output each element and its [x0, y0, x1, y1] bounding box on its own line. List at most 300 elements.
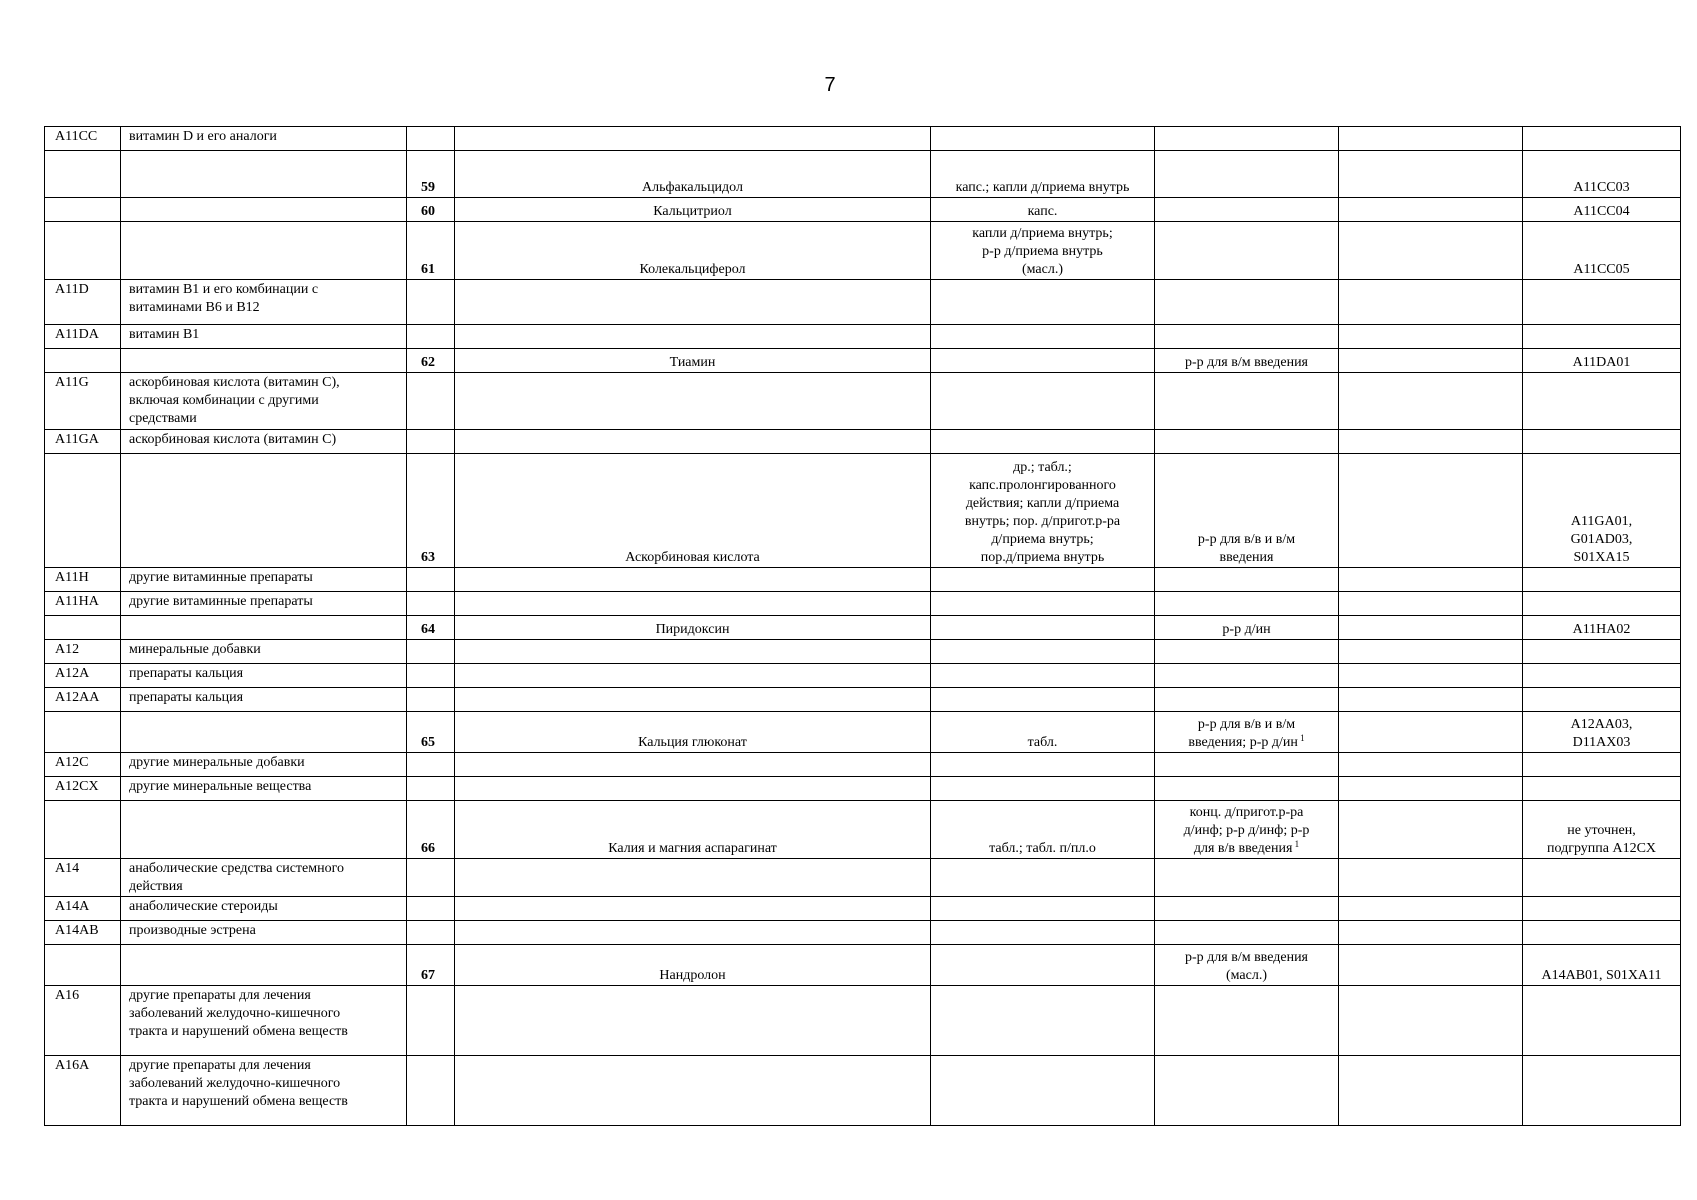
extra-column: [1339, 151, 1523, 198]
atc-code: [1523, 859, 1681, 897]
extra-column: [1339, 616, 1523, 640]
row-number-line: 60: [421, 204, 435, 219]
atc-group-code: [45, 801, 121, 859]
atc-group-code-line: A14A: [55, 899, 90, 914]
row-number-line: 67: [421, 968, 435, 983]
oral-dosage-forms-line: пор.д/приема внутрь: [980, 550, 1105, 565]
atc-group-code: [45, 777, 121, 801]
drug-name: [455, 712, 931, 753]
oral-dosage-forms: [931, 222, 1155, 280]
extra-column: [1339, 430, 1523, 454]
extra-column: [1339, 373, 1523, 430]
table-row: [45, 945, 1681, 986]
atc-code: [1523, 664, 1681, 688]
oral-dosage-forms-line: капс.: [1027, 204, 1058, 219]
injection-forms-line: р-р д/ин: [1222, 622, 1271, 637]
injection-forms: [1155, 753, 1339, 777]
injection-forms: [1155, 1056, 1339, 1126]
atc-group-name-line: другие витаминные препараты: [129, 594, 313, 609]
atc-group-code: [45, 454, 121, 568]
oral-dosage-forms: [931, 688, 1155, 712]
atc-code-line: A11CC04: [1573, 204, 1630, 219]
atc-group-name-line: тракта и нарушений обмена веществ: [129, 1094, 348, 1109]
atc-group-name-line: заболеваний желудочно-кишечного: [129, 1076, 341, 1091]
atc-group-code: [45, 592, 121, 616]
drug-name: [455, 616, 931, 640]
oral-dosage-forms: [931, 801, 1155, 859]
oral-dosage-forms: [931, 986, 1155, 1056]
drug-name: [455, 349, 931, 373]
atc-code: [1523, 616, 1681, 640]
oral-dosage-forms: [931, 640, 1155, 664]
atc-code: [1523, 592, 1681, 616]
oral-dosage-forms: [931, 777, 1155, 801]
atc-code: [1523, 777, 1681, 801]
extra-column: [1339, 349, 1523, 373]
atc-code: [1523, 1056, 1681, 1126]
extra-column: [1339, 640, 1523, 664]
drug-name: [455, 986, 931, 1056]
atc-group-code-line: A11HA: [55, 594, 99, 609]
injection-forms: [1155, 592, 1339, 616]
drug-name-line: Пиридоксин: [655, 622, 730, 637]
oral-dosage-forms-line: капс.пролонгированного: [969, 478, 1116, 493]
atc-code: [1523, 753, 1681, 777]
drug-name: [455, 945, 931, 986]
oral-dosage-forms: [931, 568, 1155, 592]
atc-code-line: D11AX03: [1572, 735, 1631, 750]
atc-group-code-line: A11GA: [55, 432, 99, 447]
oral-dosage-forms: [931, 859, 1155, 897]
row-number: [407, 127, 455, 151]
row-number-line: 63: [421, 550, 435, 565]
atc-group-code-line: A14AB: [55, 923, 99, 938]
row-number: [407, 777, 455, 801]
drug-name-line: Нандролон: [659, 968, 726, 983]
row-number: [407, 222, 455, 280]
atc-group-name: [121, 921, 407, 945]
oral-dosage-forms: [931, 712, 1155, 753]
oral-dosage-forms: [931, 127, 1155, 151]
oral-dosage-forms: [931, 753, 1155, 777]
drug-name: [455, 777, 931, 801]
injection-forms: [1155, 430, 1339, 454]
row-number: [407, 712, 455, 753]
atc-group-code: [45, 349, 121, 373]
atc-group-code: [45, 897, 121, 921]
drug-name: [455, 325, 931, 349]
atc-group-code-line: A12CX: [55, 779, 99, 794]
atc-group-name: [121, 198, 407, 222]
extra-column: [1339, 568, 1523, 592]
injection-forms: [1155, 921, 1339, 945]
atc-code-line: A11HA02: [1572, 622, 1631, 637]
table-row: [45, 373, 1681, 430]
table-row: [45, 897, 1681, 921]
atc-code: [1523, 280, 1681, 325]
atc-group-name-line: производные эстрена: [129, 923, 256, 938]
oral-dosage-forms-line: табл.: [1027, 735, 1058, 750]
atc-group-name-line: включая комбинации с другими: [129, 393, 319, 408]
table-row: [45, 349, 1681, 373]
row-number: [407, 664, 455, 688]
atc-group-code: [45, 664, 121, 688]
atc-group-name-line: препараты кальция: [129, 666, 244, 681]
oral-dosage-forms-line: др.; табл.;: [1013, 460, 1072, 475]
footnote-mark: 1: [1297, 733, 1305, 743]
table-row: [45, 664, 1681, 688]
row-number-line: 64: [421, 622, 435, 637]
atc-code: [1523, 151, 1681, 198]
row-number-line: 65: [421, 735, 435, 750]
atc-group-name-line: другие препараты для лечения: [129, 1058, 311, 1073]
atc-group-name: [121, 616, 407, 640]
extra-column: [1339, 688, 1523, 712]
atc-group-name: [121, 859, 407, 897]
atc-group-code: [45, 1056, 121, 1126]
atc-group-code-line: A11DA: [55, 327, 99, 342]
footnote-mark: 1: [1292, 839, 1300, 849]
row-number: [407, 859, 455, 897]
table-row: [45, 430, 1681, 454]
row-number: [407, 921, 455, 945]
atc-group-name: [121, 945, 407, 986]
oral-dosage-forms-line: д/приема внутрь;: [991, 532, 1094, 547]
oral-dosage-forms-line: капс.; капли д/приема внутрь: [955, 180, 1130, 195]
injection-forms: [1155, 712, 1339, 753]
drug-name: [455, 592, 931, 616]
drug-name: [455, 568, 931, 592]
injection-forms-line: р-р для в/м введения: [1185, 355, 1308, 370]
extra-column: [1339, 986, 1523, 1056]
atc-group-name-line: другие минеральные добавки: [129, 755, 305, 770]
atc-group-name: [121, 1056, 407, 1126]
injection-forms: [1155, 280, 1339, 325]
atc-group-name-line: минеральные добавки: [129, 642, 261, 657]
row-number: [407, 349, 455, 373]
drug-name-line: Альфакальцидол: [642, 180, 743, 195]
atc-group-name-line: анаболические стероиды: [129, 899, 278, 914]
extra-column: [1339, 198, 1523, 222]
injection-forms: [1155, 897, 1339, 921]
oral-dosage-forms: [931, 280, 1155, 325]
injection-forms: [1155, 688, 1339, 712]
atc-group-code-line: A12C: [55, 755, 89, 770]
atc-code-line: не уточнен,: [1567, 823, 1636, 838]
atc-group-code: [45, 151, 121, 198]
table-row: [45, 777, 1681, 801]
drug-name: [455, 801, 931, 859]
row-number: [407, 616, 455, 640]
atc-group-code: [45, 373, 121, 430]
page-number: 7: [824, 74, 836, 96]
extra-column: [1339, 945, 1523, 986]
atc-code: [1523, 198, 1681, 222]
drug-name: [455, 280, 931, 325]
drug-name-line: Тиамин: [669, 355, 716, 370]
atc-group-name: [121, 777, 407, 801]
oral-dosage-forms: [931, 616, 1155, 640]
atc-group-name: [121, 592, 407, 616]
atc-group-code: [45, 986, 121, 1056]
row-number: [407, 325, 455, 349]
atc-group-code: [45, 859, 121, 897]
atc-code-line: G01AD03,: [1570, 532, 1633, 547]
injection-forms-line: р-р для в/м введения: [1185, 950, 1308, 965]
extra-column: [1339, 280, 1523, 325]
row-number: [407, 568, 455, 592]
atc-group-code-line: A11H: [55, 570, 89, 585]
drug-name-line: Аскорбиновая кислота: [625, 550, 760, 565]
drug-name: [455, 222, 931, 280]
oral-dosage-forms: [931, 349, 1155, 373]
oral-dosage-forms-line: внутрь; пор. д/пригот.р-ра: [964, 514, 1121, 529]
atc-group-name-line: другие минеральные вещества: [129, 779, 312, 794]
row-number: [407, 430, 455, 454]
atc-group-name-line: заболеваний желудочно-кишечного: [129, 1006, 341, 1021]
injection-forms: [1155, 777, 1339, 801]
table-row: [45, 1056, 1681, 1126]
atc-code: [1523, 688, 1681, 712]
oral-dosage-forms: [931, 1056, 1155, 1126]
atc-code-line: A12AA03,: [1570, 717, 1633, 732]
atc-group-code: [45, 616, 121, 640]
atc-code: [1523, 127, 1681, 151]
injection-forms: [1155, 801, 1339, 859]
injection-forms: [1155, 349, 1339, 373]
atc-code-line: A11CC05: [1573, 262, 1630, 277]
drug-name: [455, 1056, 931, 1126]
atc-group-code: [45, 921, 121, 945]
injection-forms: [1155, 859, 1339, 897]
extra-column: [1339, 592, 1523, 616]
row-number-line: 61: [421, 262, 435, 277]
injection-forms-line: д/инф; р-р д/инф; р-р: [1183, 823, 1310, 838]
table-row: [45, 151, 1681, 198]
extra-column: [1339, 454, 1523, 568]
atc-group-name: [121, 373, 407, 430]
row-number-line: 66: [421, 841, 435, 856]
atc-code: [1523, 712, 1681, 753]
atc-group-name-line: аскорбиновая кислота (витамин С),: [129, 375, 340, 390]
drug-name-line: Кальцитриол: [653, 204, 732, 219]
drug-name-line: Колекальциферол: [639, 262, 746, 277]
injection-forms-line: р-р для в/в и в/м: [1197, 717, 1296, 732]
atc-group-code: [45, 280, 121, 325]
atc-code-line: S01XA15: [1573, 550, 1630, 565]
atc-code: [1523, 640, 1681, 664]
oral-dosage-forms: [931, 373, 1155, 430]
atc-group-code: [45, 640, 121, 664]
extra-column: [1339, 801, 1523, 859]
injection-forms-line: введения: [1219, 550, 1274, 565]
table-row: [45, 688, 1681, 712]
row-number: [407, 592, 455, 616]
injection-forms: [1155, 127, 1339, 151]
drug-name: [455, 897, 931, 921]
injection-forms: [1155, 373, 1339, 430]
oral-dosage-forms: [931, 945, 1155, 986]
atc-group-name: [121, 688, 407, 712]
row-number: [407, 688, 455, 712]
atc-group-code: [45, 325, 121, 349]
table-row: [45, 616, 1681, 640]
row-number: [407, 897, 455, 921]
table-row: [45, 454, 1681, 568]
atc-group-code-line: A16: [55, 988, 80, 1003]
drug-list-table: [44, 126, 1681, 1126]
atc-code: [1523, 801, 1681, 859]
extra-column: [1339, 222, 1523, 280]
atc-code: [1523, 897, 1681, 921]
atc-group-name: [121, 151, 407, 198]
injection-forms-line: (масл.): [1225, 968, 1267, 983]
row-number: [407, 986, 455, 1056]
atc-group-code-line: A12A: [55, 666, 90, 681]
atc-code-line: A11DA01: [1572, 355, 1631, 370]
atc-code: [1523, 222, 1681, 280]
drug-name: [455, 198, 931, 222]
oral-dosage-forms: [931, 592, 1155, 616]
atc-group-code: [45, 688, 121, 712]
extra-column: [1339, 325, 1523, 349]
oral-dosage-forms-line: капли д/приема внутрь;: [972, 226, 1113, 241]
row-number-line: 62: [421, 355, 435, 370]
atc-group-name: [121, 568, 407, 592]
atc-code-line: A11CC03: [1573, 180, 1630, 195]
atc-group-name: [121, 801, 407, 859]
drug-name: [455, 664, 931, 688]
table-row: [45, 986, 1681, 1056]
atc-group-name: [121, 349, 407, 373]
extra-column: [1339, 664, 1523, 688]
drug-name-line: Калия и магния аспарагинат: [608, 841, 777, 856]
injection-forms: [1155, 986, 1339, 1056]
row-number: [407, 198, 455, 222]
row-number: [407, 640, 455, 664]
atc-code: [1523, 454, 1681, 568]
atc-code: [1523, 349, 1681, 373]
atc-group-name-line: витаминами B6 и B12: [129, 300, 260, 315]
atc-code: [1523, 921, 1681, 945]
atc-group-code-line: A12AA: [55, 690, 100, 705]
atc-code-line: A11GA01,: [1570, 514, 1633, 529]
injection-forms: [1155, 945, 1339, 986]
drug-name: [455, 454, 931, 568]
atc-group-code-line: A12: [55, 642, 80, 657]
table-row: [45, 640, 1681, 664]
atc-group-name-line: витамин B1 и его комбинации с: [129, 282, 319, 297]
table-row: [45, 753, 1681, 777]
extra-column: [1339, 127, 1523, 151]
row-number-line: 59: [421, 180, 435, 195]
injection-forms: [1155, 454, 1339, 568]
row-number: [407, 945, 455, 986]
injection-forms-line: для в/в введения $^1$: [1193, 839, 1300, 856]
atc-group-code-line: A11G: [55, 375, 89, 390]
table-row: [45, 222, 1681, 280]
oral-dosage-forms-line: р-р д/приема внутрь: [982, 244, 1103, 259]
row-number: [407, 1056, 455, 1126]
atc-code: [1523, 430, 1681, 454]
injection-forms: [1155, 151, 1339, 198]
extra-column: [1339, 921, 1523, 945]
row-number: [407, 151, 455, 198]
atc-group-name-line: другие витаминные препараты: [129, 570, 313, 585]
atc-group-code-line: A11D: [55, 282, 89, 297]
oral-dosage-forms-line: табл.; табл. п/пл.о: [989, 841, 1096, 856]
atc-group-code-line: A16A: [55, 1058, 90, 1073]
atc-group-name-line: тракта и нарушений обмена веществ: [129, 1024, 348, 1039]
atc-group-name: [121, 127, 407, 151]
oral-dosage-forms: [931, 151, 1155, 198]
atc-group-name: [121, 280, 407, 325]
drug-name-line: Кальция глюконат: [638, 735, 747, 750]
row-number: [407, 801, 455, 859]
atc-group-name: [121, 664, 407, 688]
atc-group-name: [121, 222, 407, 280]
injection-forms: [1155, 198, 1339, 222]
table-row: [45, 712, 1681, 753]
injection-forms: [1155, 222, 1339, 280]
drug-name: [455, 373, 931, 430]
extra-column: [1339, 1056, 1523, 1126]
extra-column: [1339, 777, 1523, 801]
atc-group-name: [121, 753, 407, 777]
oral-dosage-forms: [931, 454, 1155, 568]
drug-name: [455, 921, 931, 945]
atc-group-code: [45, 198, 121, 222]
atc-group-name: [121, 986, 407, 1056]
injection-forms: [1155, 568, 1339, 592]
oral-dosage-forms: [931, 430, 1155, 454]
atc-group-code: [45, 712, 121, 753]
drug-name: [455, 688, 931, 712]
oral-dosage-forms: [931, 897, 1155, 921]
atc-group-code: [45, 222, 121, 280]
table-body: [45, 127, 1681, 1126]
atc-group-code-line: A11CC: [55, 129, 98, 144]
atc-code-line: A14AB01, S01XA11: [1541, 968, 1662, 983]
atc-group-name: [121, 454, 407, 568]
atc-group-name: [121, 430, 407, 454]
oral-dosage-forms: [931, 325, 1155, 349]
drug-name: [455, 640, 931, 664]
oral-dosage-forms: [931, 198, 1155, 222]
atc-group-name-line: витамин D и его аналоги: [129, 129, 277, 144]
oral-dosage-forms-line: (масл.): [1021, 262, 1063, 277]
atc-code: [1523, 945, 1681, 986]
table-row: [45, 325, 1681, 349]
atc-code: [1523, 373, 1681, 430]
drug-name: [455, 753, 931, 777]
row-number: [407, 280, 455, 325]
atc-group-name-line: анаболические средства системного: [129, 861, 344, 876]
drug-name: [455, 151, 931, 198]
oral-dosage-forms-line: действия; капли д/приема: [965, 496, 1120, 511]
extra-column: [1339, 897, 1523, 921]
atc-group-name: [121, 712, 407, 753]
table-row: [45, 568, 1681, 592]
table-row: [45, 592, 1681, 616]
atc-group-name-line: средствами: [129, 411, 197, 426]
atc-group-name-line: витамин B1: [129, 327, 200, 342]
atc-group-code-line: A14: [55, 861, 80, 876]
drug-name: [455, 859, 931, 897]
table-row: [45, 127, 1681, 151]
row-number: [407, 454, 455, 568]
oral-dosage-forms: [931, 664, 1155, 688]
